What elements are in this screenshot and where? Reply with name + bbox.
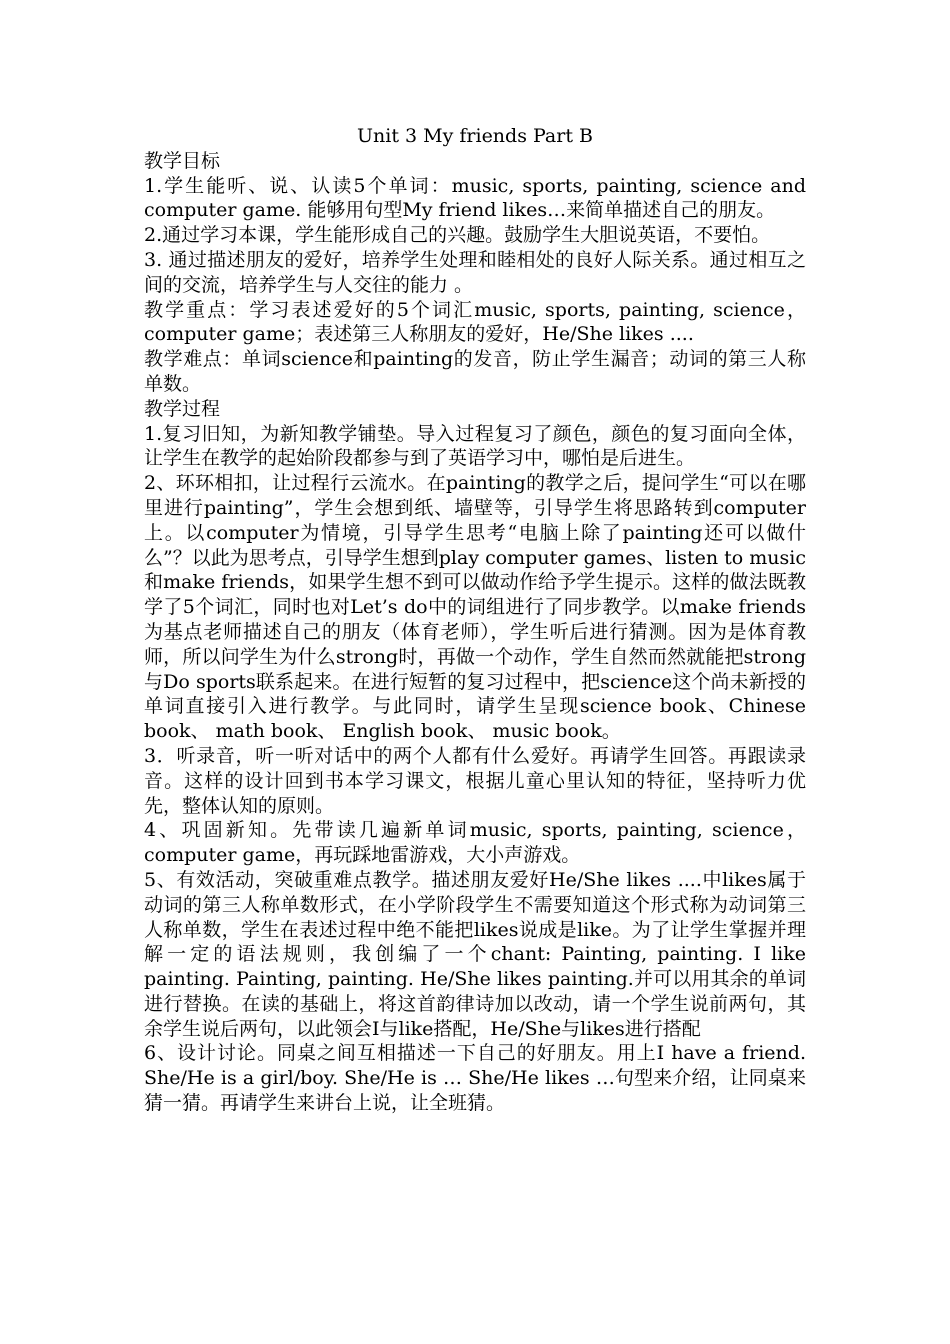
process-heading: 教学过程: [144, 397, 221, 420]
objective-item: 1.学生能听、说、认读5个单词：music, sports, painting, science and computer game. 能够用句型My friend likes…来简单描述自己的朋友。: [144, 174, 806, 222]
process-step: 5、有效活动，突破重难点教学。描述朋友爱好He/She likes ....中likes属于动词的第三人称单数形式，在小学阶段学生不需要知道这个形式称为动词第三人称单数，学生在表述过程中绝不能把likes说成是like。为了让学生掌握并理解一定的语法规则，我创编了一个chant: Painting, painting. I like painting. Painting, painting. He/She likes painting.并可以用其余的单词进行替换。在读的基础上，将这首韵律诗加以改动，请一个学生说前两句，其余学生说后两句，以此领会I与like搭配，He/She与likes进行搭配: [144, 868, 806, 1040]
objective-item: 2.通过学习本课，学生能形成自己的兴趣。鼓励学生大胆说英语，不要怕。: [144, 224, 771, 247]
objectives-heading: 教学目标: [144, 149, 221, 172]
key-points: 教学重点：学习表述爱好的5个词汇music, sports, painting, science，computer game；表述第三人称朋友的爱好，He/She likes ....: [144, 298, 806, 346]
process-step: 6、设计讨论。同桌之间互相描述一下自己的好朋友。用上I have a friend. She/He is a girl/boy. She/He is … She/He likes …句型来介绍，让同桌来猜一猜。再请学生来讲台上说，让全班猜。: [144, 1042, 806, 1115]
difficulties: 教学难点：单词science和painting的发音，防止学生漏音；动词的第三人称单数。: [144, 348, 806, 395]
process-step: 2、环环相扣，让过程行云流水。在painting的教学之后，提问学生“可以在哪里进行painting”，学生会想到纸、墙壁等，引导学生将思路转到computer上。以computer为情境，引导学生思考“电脑上除了painting还可以做什么”？以此为思考点，引导学生想到play computer games、listen to music和make friends，如果学生想不到可以做动作给予学生提示。这样的做法既教学了5个词汇，同时也对Let’s do中的词组进行了同步教学。以make friends为基点老师描述自己的朋友（体育老师），学生听后进行猜测。因为是体育教师，所以问学生为什么strong时，再做一个动作，学生自然而然就能把strong与Do sports联系起来。在进行短暂的复习过程中，把science这个尚未新授的单词直接引入进行教学。与此同时，请学生呈现science book、Chinese book、 math book、 English book、 music book。: [144, 472, 806, 743]
process-step: 3．听录音，听一听对话中的两个人都有什么爱好。再请学生回答。再跟读录音。这样的设计回到书本学习课文，根据儿童心里认知的特征，坚持听力优先，整体认知的原则。: [144, 744, 806, 817]
process-step: 1.复习旧知，为新知教学铺垫。导入过程复习了颜色，颜色的复习面向全体，让学生在教学的起始阶段都参与到了英语学习中，哪怕是后进生。: [144, 422, 806, 470]
document-page: [144, 124, 806, 1116]
process-step: 4、巩固新知。先带读几遍新单词music, sports, painting, science，computer game，再玩踩地雷游戏，大小声游戏。: [144, 819, 806, 867]
objective-item: 3. 通过描述朋友的爱好，培养学生处理和睦相处的良好人际关系。通过相互之间的交流，培养学生与人交往的能力 。: [144, 248, 806, 296]
document-title: Unit 3 My friends Part B: [357, 125, 593, 147]
